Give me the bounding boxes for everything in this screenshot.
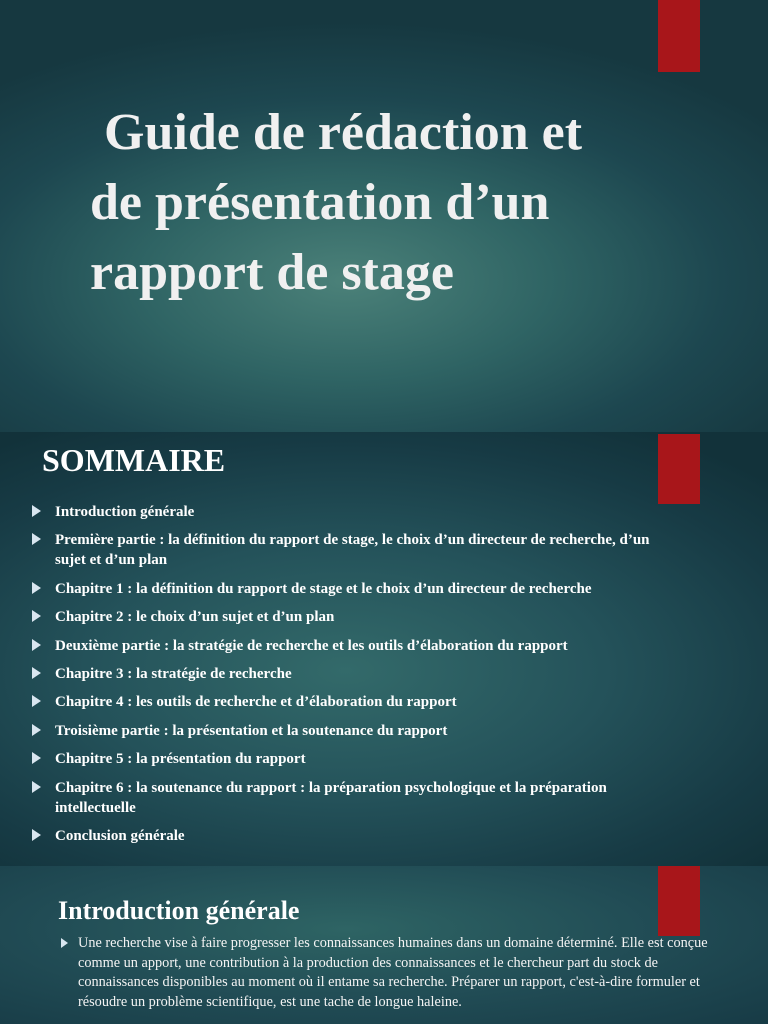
bullet-arrow-icon [32,639,41,651]
title-slide [0,0,768,432]
toc-item [30,778,670,818]
toc-item-label: Conclusion générale [55,827,185,844]
toc-item-label: Chapitre 6 : la soutenance du rapport : la préparation psychologique et la préparation intellectuelle [55,779,607,816]
sommaire-slide [0,432,768,866]
bullet-arrow-icon [32,724,41,736]
toc-item-label: Chapitre 4 : les outils de recherche et d’élaboration du rapport [55,694,457,711]
bullet-arrow-icon [32,667,41,679]
toc-item-label: Introduction générale [55,504,195,520]
toc-item-label: Chapitre 1 : la définition du rapport de stage et le choix d’un directeur de recherche [55,580,592,597]
title-line: Guide de rédaction et [104,104,583,161]
toc-item [30,607,670,627]
bullet-arrow-icon [32,610,41,622]
bullet-arrow-icon [32,695,41,707]
bullet-arrow-icon [32,752,41,764]
toc-item [30,502,670,522]
bullet-arrow-icon [32,582,41,594]
toc-item [30,721,670,741]
toc-item-label: Troisième partie : la présentation et la soutenance du rapport [55,722,448,739]
red-accent-tab [658,434,700,504]
title-line: rapport de stage [90,244,454,301]
red-accent-tab [658,0,700,72]
introduction-slide [0,866,768,1024]
bullet-arrow-icon [61,938,68,948]
bullet-arrow-icon [32,533,41,545]
sommaire-heading: SOMMAIRE [42,442,226,478]
page-title [90,98,650,308]
bullet-arrow-icon [32,505,41,517]
toc-item [30,749,670,769]
introduction-bullet [60,934,720,1012]
toc-item-label: Chapitre 5 : la présentation du rapport [55,751,306,768]
toc-item [30,692,670,712]
toc-item [30,664,670,684]
introduction-heading: Introduction générale [58,896,300,925]
table-of-contents [30,502,670,854]
toc-item-label: Chapitre 3 : la stratégie de recherche [55,665,292,682]
bullet-arrow-icon [32,781,41,793]
toc-item [30,530,670,570]
toc-item-label: Deuxième partie : la stratégie de recherche et les outils d’élaboration du rapport [55,637,568,654]
toc-item [30,636,670,656]
toc-item-label: Chapitre 2 : le choix d’un sujet et d’un plan [55,609,335,626]
title-line: de présentation d’un [90,174,550,231]
introduction-paragraph: Une recherche vise à faire progresser les connaissances humaines dans un domaine déterminé. Elle est conçue comme un apport, une contribution à la production des connaissances et le chercheur part du stock de connaissances disponibles au moment où il entame sa recherche. Préparer un rapport, c'est-à-dire formuler et résoudre un problème scientifique, est une tache de longue haleine. [78,935,708,1010]
toc-item [30,826,670,846]
toc-item [30,579,670,599]
bullet-arrow-icon [32,829,41,841]
red-accent-tab [658,866,700,936]
toc-item-label: Première partie : la définition du rapport de stage, le choix d’un directeur de recherche, d’un sujet et d’un plan [55,532,650,569]
